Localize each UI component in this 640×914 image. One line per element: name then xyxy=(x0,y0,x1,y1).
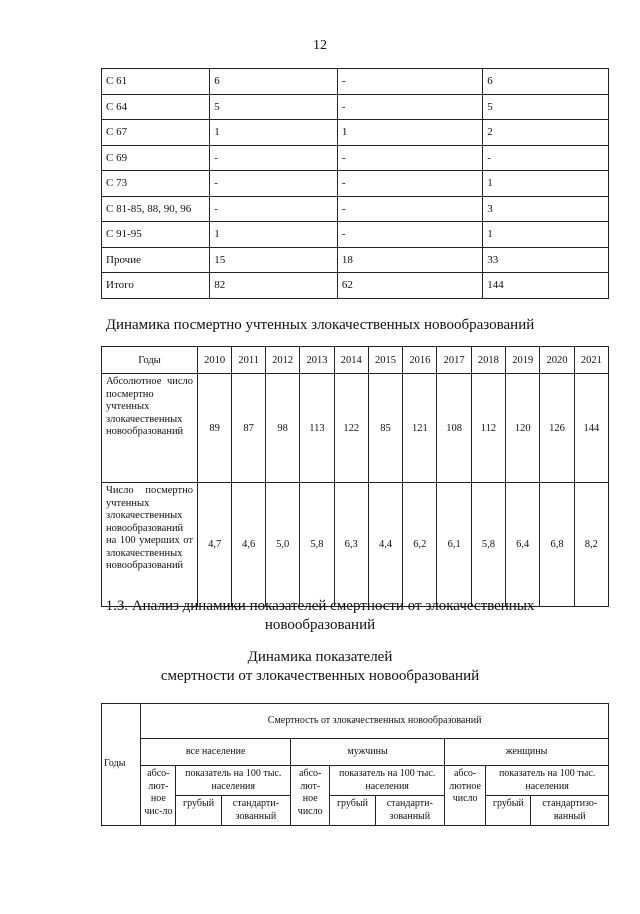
standardized-men: стандарти-зованный xyxy=(375,796,444,826)
value-cell: 1 xyxy=(483,222,609,248)
heading-mortality-dynamics xyxy=(0,648,640,686)
value-cell: 8,2 xyxy=(574,483,608,607)
table-row xyxy=(102,222,609,248)
year-header: 2012 xyxy=(266,347,300,374)
value-cell: - xyxy=(337,145,482,171)
year-header: 2020 xyxy=(540,347,574,374)
value-cell: 1 xyxy=(210,222,338,248)
value-cell: 6 xyxy=(210,69,338,95)
absolute-all: абсо-лют-ное чис-ло xyxy=(141,766,176,826)
rate-all: показатель на 100 тыс. населения xyxy=(176,766,291,796)
groups-row xyxy=(102,739,609,766)
value-cell: - xyxy=(337,171,482,197)
value-cell: 1 xyxy=(210,120,338,146)
code-cell: Итого xyxy=(102,273,210,299)
code-cell: С 69 xyxy=(102,145,210,171)
table-row xyxy=(102,120,609,146)
heading-line: смертности от злокачественных новообразований xyxy=(160,668,480,684)
value-cell: - xyxy=(337,69,482,95)
value-cell: 5,8 xyxy=(300,483,334,607)
year-header: 2019 xyxy=(506,347,540,374)
value-cell: 4,6 xyxy=(232,483,266,607)
value-cell: - xyxy=(483,145,609,171)
value-cell: 18 xyxy=(337,247,482,273)
value-cell: 6,3 xyxy=(334,483,368,607)
value-cell: 3 xyxy=(483,196,609,222)
mortality-header-row xyxy=(102,704,609,739)
codes-table-body xyxy=(102,69,609,299)
year-header: 2016 xyxy=(403,347,437,374)
value-cell: 1 xyxy=(337,120,482,146)
value-cell: - xyxy=(337,222,482,248)
year-header: 2010 xyxy=(198,347,232,374)
value-cell: 121 xyxy=(403,374,437,483)
value-cell: 4,4 xyxy=(368,483,402,607)
absolute-men: абсо-лют-ное число xyxy=(291,766,330,826)
value-cell: 144 xyxy=(574,374,608,483)
crude-all: грубый xyxy=(176,796,221,826)
value-cell: - xyxy=(337,94,482,120)
main-header: Смертность от злокачественных новообразований xyxy=(141,704,609,739)
value-cell: - xyxy=(210,171,338,197)
section-heading-line: новообразований xyxy=(264,617,376,633)
value-cell: 112 xyxy=(471,374,505,483)
rate-men: показатель на 100 тыс. населения xyxy=(330,766,445,796)
table-row xyxy=(102,94,609,120)
heading-postmortem-dynamics: Динамика посмертно учтенных злокачественных новообразований xyxy=(105,317,535,333)
years-header-label: Годы xyxy=(102,347,198,374)
codes-table xyxy=(101,68,609,299)
crude-women: грубый xyxy=(486,796,531,826)
table-row xyxy=(102,273,609,299)
value-cell: 113 xyxy=(300,374,334,483)
value-cell: 62 xyxy=(337,273,482,299)
code-cell: С 91-95 xyxy=(102,222,210,248)
year-header: 2017 xyxy=(437,347,471,374)
code-cell: С 61 xyxy=(102,69,210,95)
value-cell: 5 xyxy=(483,94,609,120)
year-header: 2015 xyxy=(368,347,402,374)
table-row xyxy=(102,171,609,197)
mortality-table xyxy=(101,703,609,826)
table-row xyxy=(102,196,609,222)
year-header: 2013 xyxy=(300,347,334,374)
value-cell: 89 xyxy=(198,374,232,483)
code-cell: С 73 xyxy=(102,171,210,197)
year-header: 2014 xyxy=(334,347,368,374)
table-row xyxy=(102,69,609,95)
rate-women: показатель на 100 тыс. населения xyxy=(486,766,609,796)
year-header: 2021 xyxy=(574,347,608,374)
value-cell: - xyxy=(210,196,338,222)
years-header-row xyxy=(102,347,609,374)
value-cell: 15 xyxy=(210,247,338,273)
row-label: Число посмертно учтенных злокачественных новообразований на 100 умерших от злокачественных новообразований xyxy=(102,483,198,607)
value-cell: 1 xyxy=(483,171,609,197)
value-cell: 126 xyxy=(540,374,574,483)
row-label: Абсолютное число посмертно учтенных злокачественных новообразований xyxy=(102,374,198,483)
group-all: все население xyxy=(141,739,291,766)
value-cell: 5,8 xyxy=(471,483,505,607)
value-cell: 5,0 xyxy=(266,483,300,607)
value-cell: - xyxy=(210,145,338,171)
value-cell: - xyxy=(337,196,482,222)
value-cell: 122 xyxy=(334,374,368,483)
page-number: 12 xyxy=(313,38,327,53)
section-heading-1-3 xyxy=(0,597,640,635)
value-cell: 4,7 xyxy=(198,483,232,607)
value-cell: 2 xyxy=(483,120,609,146)
year-header: 2011 xyxy=(232,347,266,374)
section-heading-line: 1.3. Анализ динамики показателей смертности от злокачественных xyxy=(105,598,535,614)
value-cell: 6,2 xyxy=(403,483,437,607)
standardized-women: стандартизо-ванный xyxy=(531,796,609,826)
standardized-all: стандарти-зованный xyxy=(221,796,290,826)
code-cell: С 64 xyxy=(102,94,210,120)
value-cell: 33 xyxy=(483,247,609,273)
rate-per-100-row xyxy=(102,483,609,607)
value-cell: 5 xyxy=(210,94,338,120)
value-cell: 120 xyxy=(506,374,540,483)
absolute-women: абсо-лютное число xyxy=(444,766,485,826)
value-cell: 98 xyxy=(266,374,300,483)
value-cell: 6,8 xyxy=(540,483,574,607)
value-cell: 85 xyxy=(368,374,402,483)
subheader-row xyxy=(102,766,609,796)
value-cell: 6,1 xyxy=(437,483,471,607)
table-row xyxy=(102,247,609,273)
postmortem-dynamics-table xyxy=(101,346,609,607)
code-cell: С 67 xyxy=(102,120,210,146)
heading-line: Динамика показателей xyxy=(247,649,393,665)
value-cell: 82 xyxy=(210,273,338,299)
group-men: мужчины xyxy=(291,739,445,766)
value-cell: 87 xyxy=(232,374,266,483)
years-label: Годы xyxy=(102,704,141,826)
absolute-count-row xyxy=(102,374,609,483)
value-cell: 144 xyxy=(483,273,609,299)
rate-kind-row xyxy=(102,796,609,826)
code-cell: С 81-85, 88, 90, 96 xyxy=(102,196,210,222)
group-women: женщины xyxy=(444,739,608,766)
value-cell: 6,4 xyxy=(506,483,540,607)
table-row xyxy=(102,145,609,171)
code-cell: Прочие xyxy=(102,247,210,273)
value-cell: 6 xyxy=(483,69,609,95)
year-header: 2018 xyxy=(471,347,505,374)
crude-men: грубый xyxy=(330,796,375,826)
value-cell: 108 xyxy=(437,374,471,483)
